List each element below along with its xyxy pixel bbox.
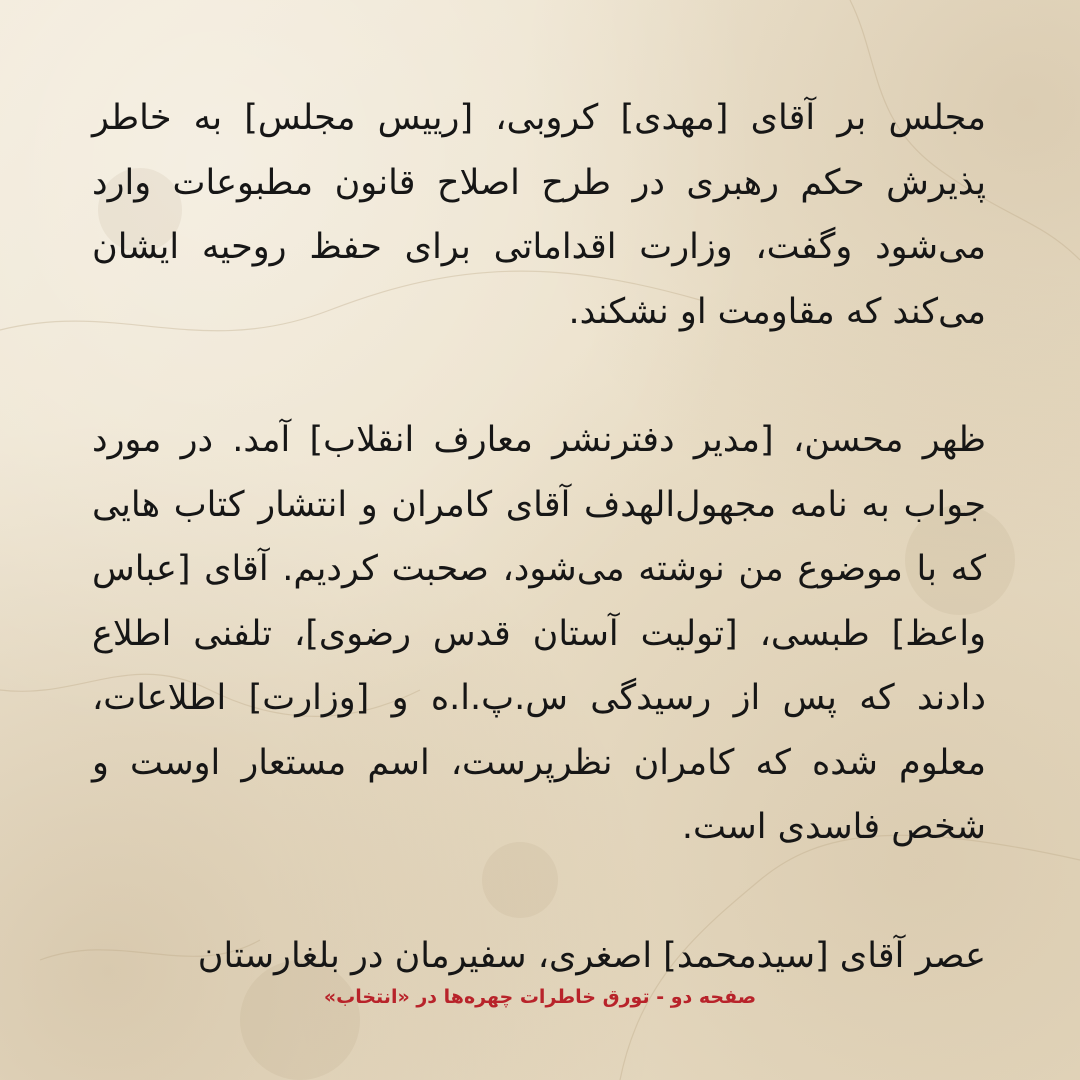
paragraph-2: ظهر محسن، [مدیر دفترنشر معارف انقلاب] آمد. در مورد جواب به نامه مجهول‌الهدف آقای کامران و انتشار کتاب هایی که با موضوع من نوشته می‌شود، صحبت کردیم. آقای [عباس واعظ] طبسی، [تولیت آستان قدس رضوی]، تلفنی اطلاع دادند که پس از رسیدگی س.پ.ا.ه و [وزارت] اطلاعات، معلوم شده که کامران نظرپرست، اسم مستعار اوست و شخص فاسدی است. [92,420,986,847]
document-body [92,86,986,988]
paragraph-3: عصر آقای [سیدمحمد] اصغری، سفیرمان در بلغارستان [197,935,986,976]
paragraph-1: مجلس بر آقای [مهدی] کروبی، [رییس مجلس] به خاطر پذیرش حکم رهبری در طرح اصلاح قانون مطبوعات وارد می‌شود وگفت، وزارت اقداماتی برای حفظ روحیه ایشان می‌کند که مقاومت او نشکند. [92,98,986,332]
footer-caption: صفحه دو - تورق خاطرات چهره‌ها در «انتخاب» [323,986,757,1008]
